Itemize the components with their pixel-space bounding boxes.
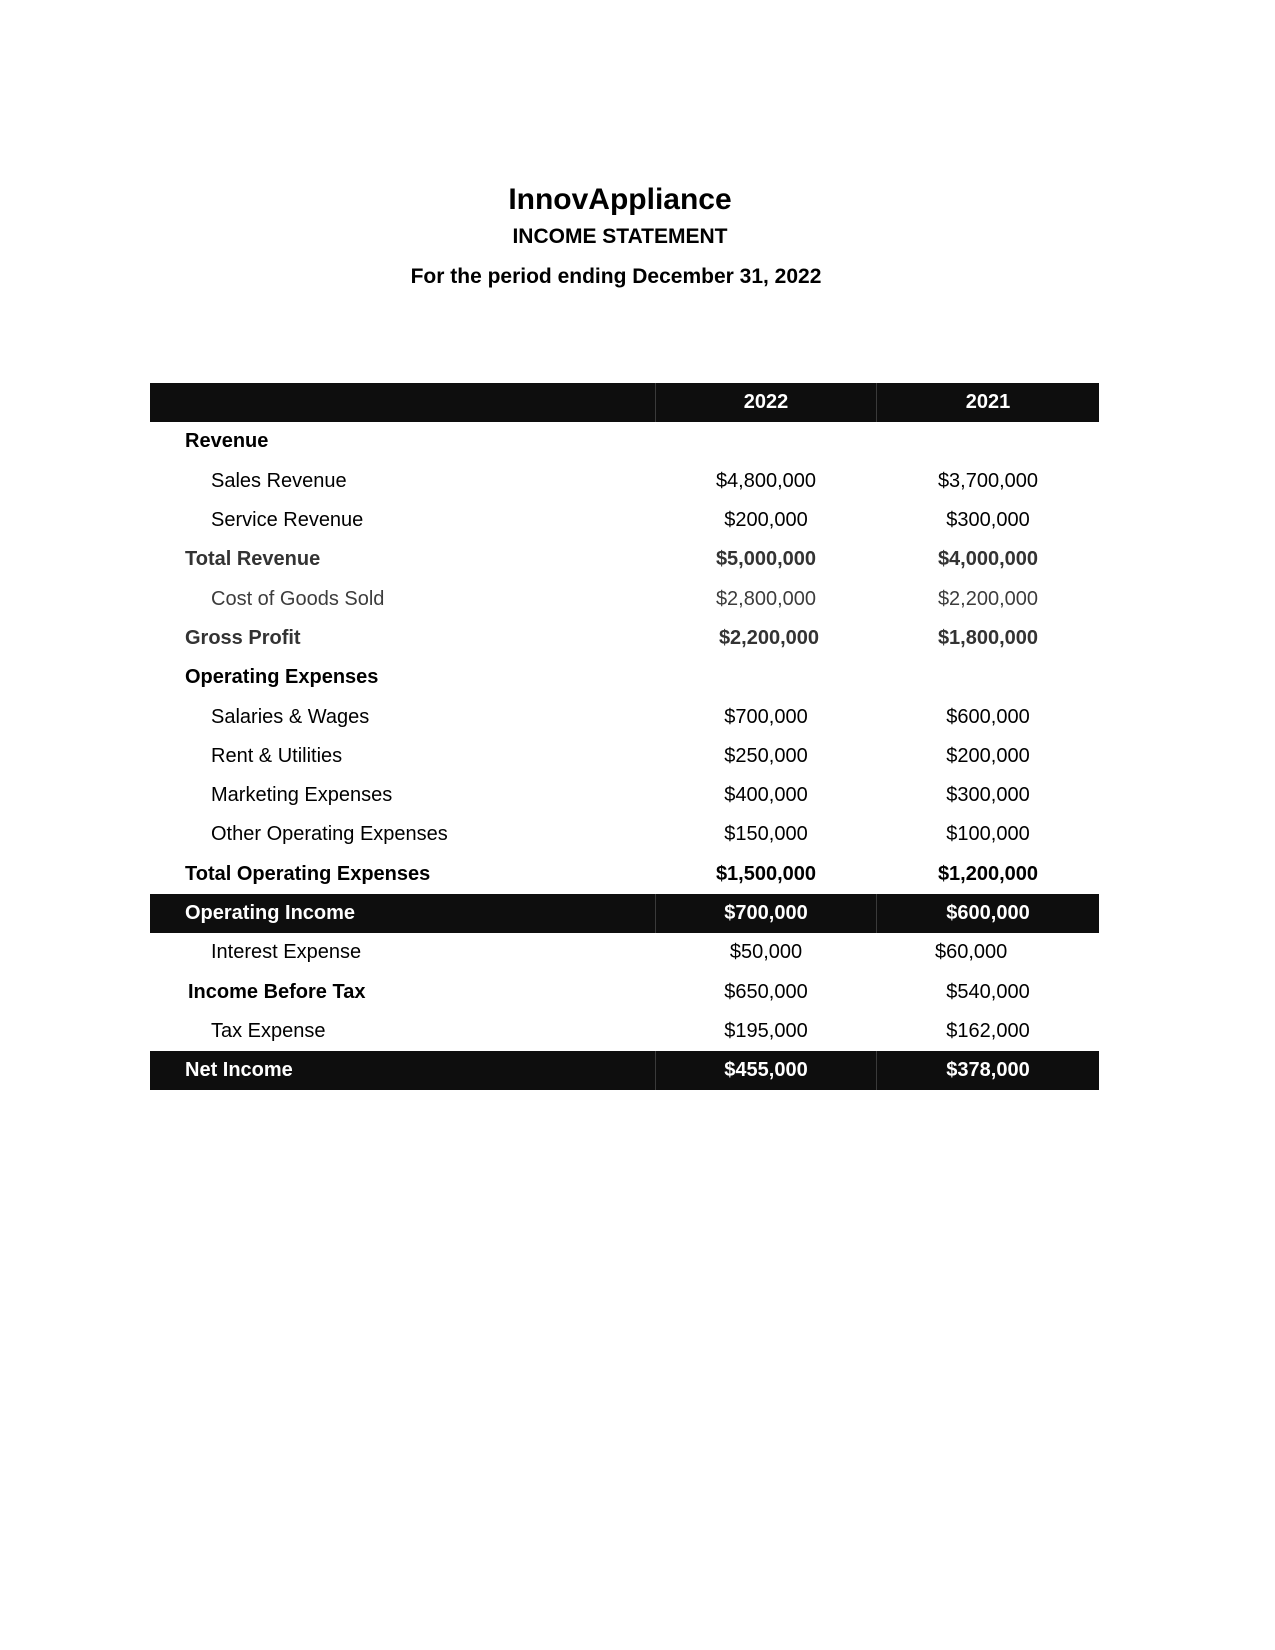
value-2021: $300,000	[946, 784, 1030, 807]
section-heading-revenue	[150, 422, 1099, 461]
table-row-income-before-tax	[150, 972, 1099, 1011]
row-label: Interest Expense	[211, 941, 362, 964]
value-2022: $1,500,000	[715, 862, 817, 885]
row-label: Service Revenue	[211, 509, 364, 532]
value-2022: $2,800,000	[715, 587, 817, 610]
table-row-gross-profit	[150, 619, 1099, 658]
row-label: Sales Revenue	[211, 469, 347, 492]
table-row-sales-revenue	[150, 462, 1099, 501]
table-row-marketing	[150, 776, 1099, 815]
value-2021: $540,000	[946, 980, 1030, 1003]
column-header-2022: 2022	[655, 383, 877, 422]
table-header-row	[150, 383, 1099, 422]
value-2022: $250,000	[724, 744, 808, 767]
statement-period: For the period ending December 31, 2022	[410, 265, 822, 288]
value-2022: $200,000	[724, 509, 808, 532]
table-row-interest-expense	[150, 933, 1099, 972]
value-2022: $700,000	[655, 894, 877, 933]
value-2021: $600,000	[946, 705, 1030, 728]
value-2022: $400,000	[724, 784, 808, 807]
row-label: Other Operating Expenses	[211, 823, 448, 846]
row-label: Income Before Tax	[188, 980, 366, 1003]
value-2021: $2,200,000	[937, 587, 1039, 610]
value-2021: $3,700,000	[937, 469, 1039, 492]
value-2022: $5,000,000	[715, 548, 817, 571]
row-label: Gross Profit	[185, 626, 301, 649]
value-2021: $300,000	[946, 509, 1030, 532]
table-row-cogs	[150, 579, 1099, 618]
value-2021: $4,000,000	[937, 548, 1039, 571]
value-2022: $50,000	[729, 941, 803, 964]
table-row-tax-expense	[150, 1012, 1099, 1051]
value-2022: $2,200,000	[718, 626, 820, 649]
column-header-2021: 2021	[965, 391, 1011, 414]
row-label: Tax Expense	[211, 1019, 326, 1042]
row-label: Operating Income	[185, 902, 356, 924]
row-label: Marketing Expenses	[211, 784, 393, 807]
value-2021: $1,800,000	[937, 626, 1039, 649]
value-2021: $100,000	[946, 823, 1030, 846]
value-2022: $195,000	[724, 1019, 808, 1042]
value-2022: $700,000	[724, 705, 808, 728]
value-2021: $60,000	[935, 941, 1008, 964]
row-label: Total Revenue	[185, 548, 321, 571]
row-label: Net Income	[185, 1059, 293, 1082]
income-statement-table	[150, 383, 1099, 1090]
table-row-net-income	[150, 1051, 1099, 1090]
value-2022: $150,000	[724, 823, 808, 846]
row-label: Total Operating Expenses	[185, 862, 431, 885]
row-label: Salaries & Wages	[211, 705, 370, 728]
section-heading-operating-expenses	[150, 658, 1099, 697]
value-2022: $4,800,000	[715, 469, 817, 492]
table-row-service-revenue	[150, 501, 1099, 540]
value-2021: $1,200,000	[937, 862, 1039, 885]
value-2021: $600,000	[946, 902, 1030, 924]
table-row-total-opex	[150, 855, 1099, 894]
row-label: Revenue	[185, 430, 269, 453]
row-label: Rent & Utilities	[211, 744, 343, 767]
header-label-cell	[150, 383, 655, 422]
value-2021: $378,000	[946, 1059, 1030, 1082]
value-2021: $162,000	[946, 1019, 1030, 1042]
table-row-operating-income	[150, 894, 1099, 933]
table-row-total-revenue	[150, 540, 1099, 579]
statement-title: INCOME STATEMENT	[512, 225, 728, 248]
row-label: Cost of Goods Sold	[211, 587, 385, 610]
table-row-rent	[150, 737, 1099, 776]
value-2022: $455,000	[655, 1051, 877, 1090]
value-2021: $200,000	[946, 744, 1030, 767]
company-name: InnovAppliance	[508, 183, 732, 216]
table-row-other-opex	[150, 815, 1099, 854]
table-row-salaries	[150, 697, 1099, 736]
value-2022: $650,000	[724, 980, 808, 1003]
row-label: Operating Expenses	[185, 666, 379, 689]
